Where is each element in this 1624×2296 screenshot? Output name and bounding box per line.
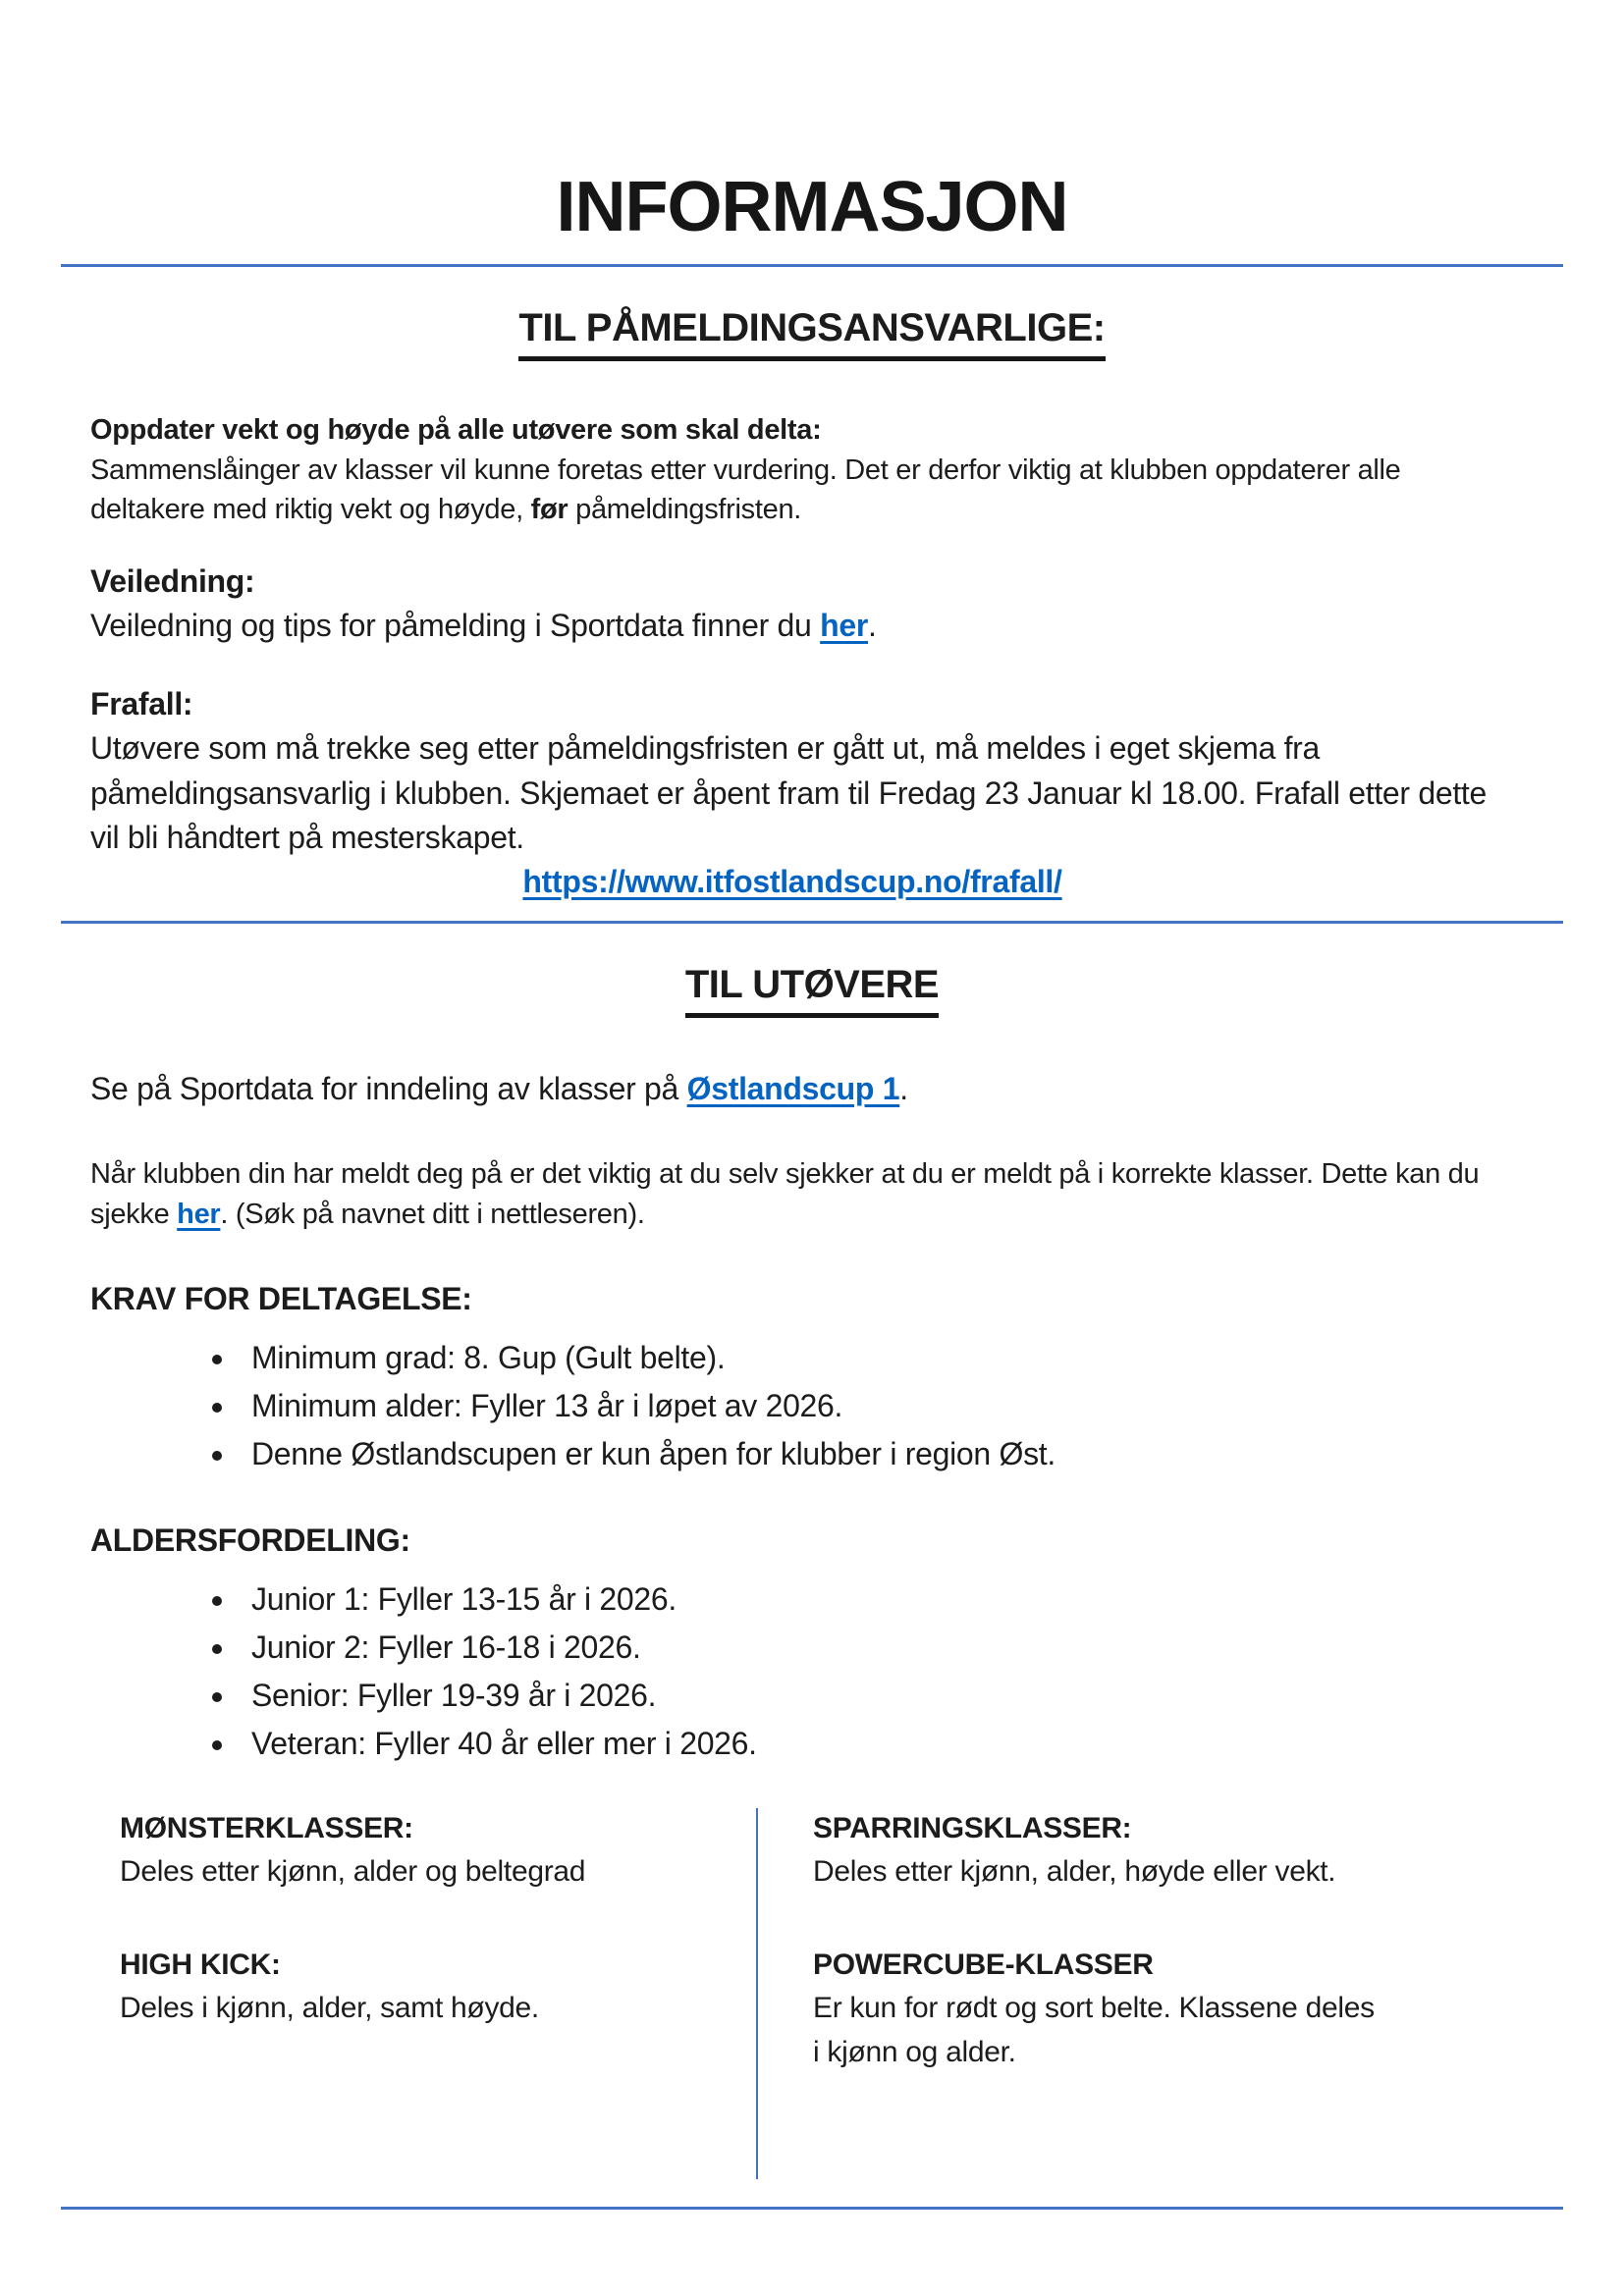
column-right xyxy=(758,1808,1494,2179)
powercube-classes-heading: POWERCUBE-KLASSER xyxy=(813,1949,1154,1982)
registration-section xyxy=(61,410,1563,905)
dropout-link-line xyxy=(90,860,1494,904)
page-title: INFORMASJON xyxy=(556,168,1068,246)
age-list xyxy=(90,1577,1494,1766)
horizontal-rule-top xyxy=(61,264,1563,267)
classes-text-1: Se på Sportdata for inndeling av klasser på xyxy=(90,1070,687,1106)
update-weight-text-2: påmeldingsfristen. xyxy=(568,494,802,526)
check-text-1: Når klubben din har meldt deg på er det viktig at du selv sjekker at du er meldt på i korrekte klasser. Dette kan du sjekke xyxy=(90,1158,1480,1230)
dropout-paragraph: Utøvere som må trekke seg etter påmeldingsfristen er gått ut, må meldes i eget skjema fra påmeldingsansvarlig i klubben. Skjemaet er åpent fram til Fredag 23 Januar kl 18.00. Frafall etter dette vil bli håndtert på mesterskapet. xyxy=(90,730,1488,855)
class-columns xyxy=(90,1808,1494,2179)
section-heading-athletes-text: TIL UTØVERE xyxy=(685,961,939,1018)
list-item: • Junior 1: Fyller 13-15 år i 2026. xyxy=(238,1577,1494,1621)
check-paragraph xyxy=(90,1154,1494,1234)
check-link[interactable]: her xyxy=(177,1198,221,1230)
high-kick-body: Deles i kjønn, alder, samt høyde. xyxy=(120,1992,539,2025)
update-weight-text-1: Sammenslåinger av klasser vil kunne foretas etter vurdering. Det er derfor viktig at klubben oppdaterer alle deltakere med riktig vekt og høyde, xyxy=(90,454,1401,526)
athletes-section xyxy=(61,1067,1563,2180)
list-item: • Senior: Fyller 19-39 år i 2026. xyxy=(238,1674,1494,1717)
high-kick-heading: HIGH KICK: xyxy=(120,1949,281,1982)
list-item: • Junior 2: Fyller 16-18 i 2026. xyxy=(238,1626,1494,1669)
powercube-classes-body: Er kun for rødt og sort belte. Klassene deles i kjønn og alder. xyxy=(813,1992,1375,2069)
dropout-heading: Frafall: xyxy=(90,685,193,721)
pattern-classes-body: Deles etter kjønn, alder og beltegrad xyxy=(120,1855,586,1889)
update-weight-paragraph xyxy=(90,451,1494,530)
guide-paragraph xyxy=(90,604,1494,648)
list-item: • Veteran: Fyller 40 år eller mer i 2026. xyxy=(238,1722,1494,1765)
update-weight-heading: Oppdater vekt og høyde på alle utøvere som skal delta: xyxy=(90,414,822,446)
pattern-classes-heading: MØNSTERKLASSER: xyxy=(120,1812,413,1845)
horizontal-rule-bottom xyxy=(61,2207,1563,2210)
section-heading-athletes xyxy=(61,961,1563,1018)
dropout-link[interactable]: https://www.itfostlandscup.no/frafall/ xyxy=(522,864,1062,900)
list-item: • Minimum alder: Fyller 13 år i løpet av 2026. xyxy=(238,1384,1494,1427)
guide-heading: Veiledning: xyxy=(90,562,255,599)
guide-link[interactable]: her xyxy=(820,608,869,644)
section-heading-registration-text: TIL PÅMELDINGSANSVARLIGE: xyxy=(518,304,1105,361)
sparring-classes-body: Deles etter kjønn, alder, høyde eller vekt. xyxy=(813,1855,1336,1889)
guide-text-2: . xyxy=(868,608,877,644)
classes-link[interactable]: Østlandscup 1 xyxy=(686,1070,900,1106)
column-left xyxy=(120,1808,756,2179)
classes-paragraph xyxy=(90,1067,1494,1111)
requirements-heading: KRAV FOR DELTAGELSE: xyxy=(90,1281,472,1317)
guide-text-1: Veiledning og tips for påmelding i Sportdata finner du xyxy=(90,608,821,644)
check-text-2: . (Søk på navnet ditt i nettleseren). xyxy=(220,1198,645,1230)
sparring-classes-heading: SPARRINGSKLASSER: xyxy=(813,1812,1132,1845)
requirements-list xyxy=(90,1336,1494,1475)
classes-text-2: . xyxy=(899,1070,908,1106)
section-heading-registration xyxy=(61,304,1563,361)
update-weight-text-bold: før xyxy=(530,494,568,526)
horizontal-rule-middle xyxy=(61,921,1563,924)
list-item: • Denne Østlandscupen er kun åpen for klubber i region Øst. xyxy=(238,1432,1494,1475)
age-heading: ALDERSFORDELING: xyxy=(90,1522,410,1559)
list-item: • Minimum grad: 8. Gup (Gult belte). xyxy=(238,1336,1494,1379)
